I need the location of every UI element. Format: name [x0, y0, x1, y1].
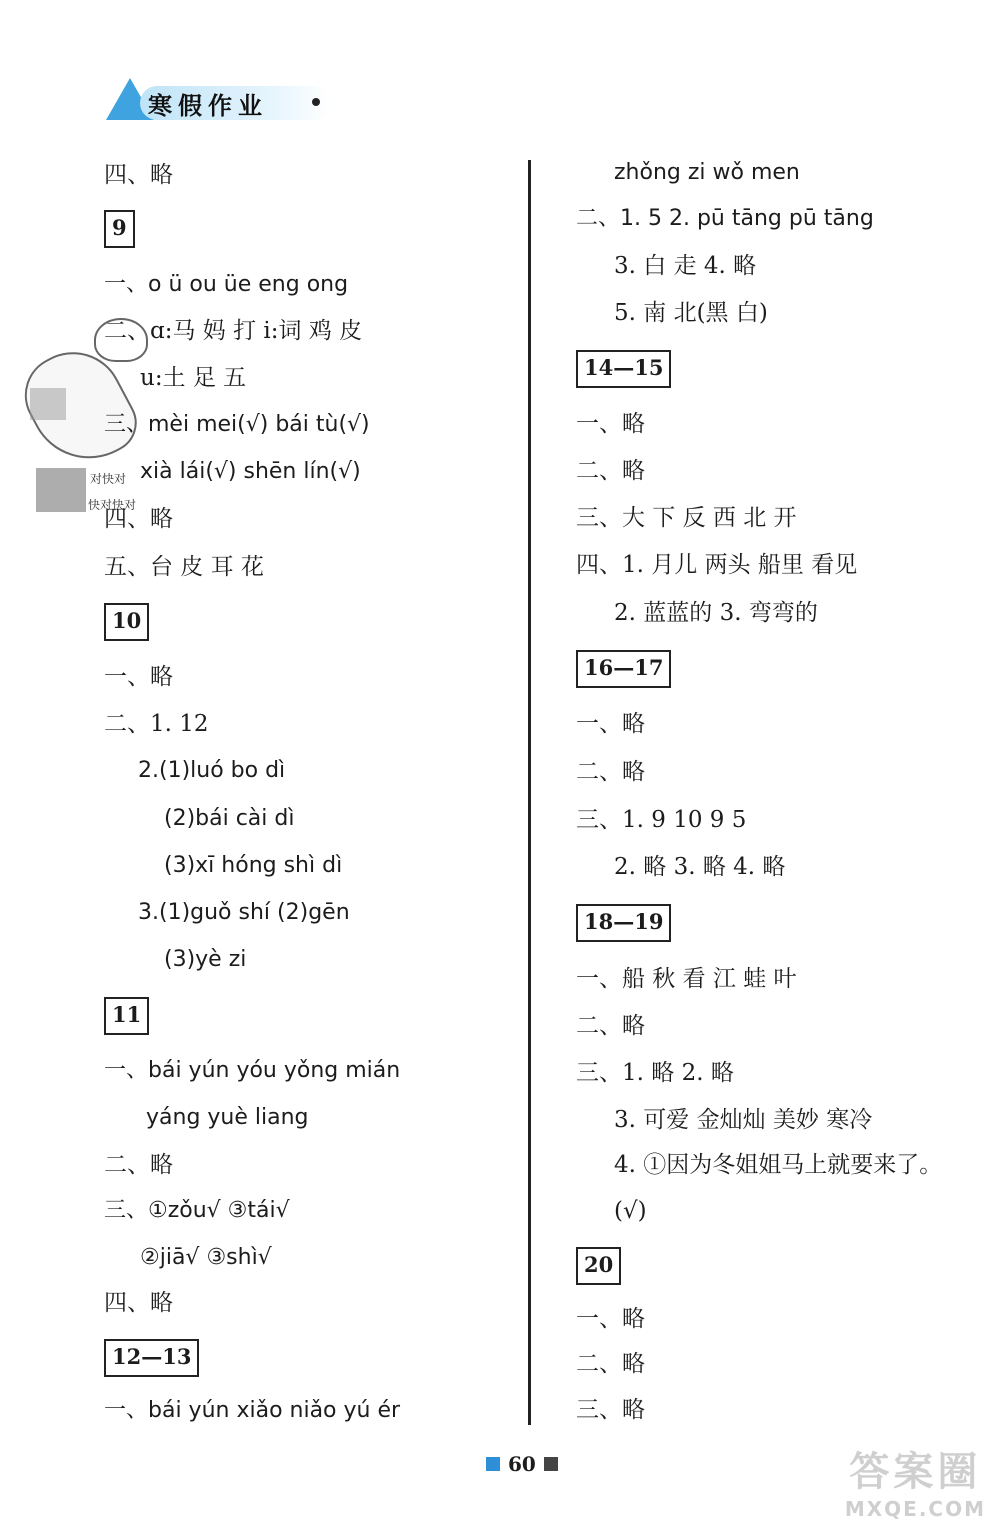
answer-line: 三、1. 9 10 9 5 — [576, 807, 747, 833]
answer-line: 4. ①因为冬姐姐马上就要来了。 — [614, 1152, 943, 1178]
answer-line: (3)xī hóng shì dì — [164, 853, 343, 878]
answer-line: 二、略 — [576, 759, 645, 785]
answer-line: u:土 足 五 — [140, 365, 247, 391]
answer-line: 二、略 — [576, 1351, 645, 1377]
answer-line: 二、略 — [576, 1013, 645, 1039]
answer-line: ②jiā√ ③shì√ — [140, 1245, 272, 1270]
answer-line: 一、bái yún xiǎo niǎo yú ér — [104, 1398, 401, 1423]
sticker-text-1: 对快对 — [90, 472, 127, 486]
blur-patch — [36, 468, 86, 512]
sticker-text-2: 快对快对 — [88, 498, 137, 512]
answer-line: 三、略 — [576, 1397, 645, 1423]
section-box: 20 — [576, 1247, 621, 1285]
answer-line: 四、略 — [104, 162, 173, 188]
column-divider — [528, 160, 531, 1425]
answer-line: 一、船 秋 看 江 蛙 叶 — [576, 966, 797, 992]
watermark — [845, 1440, 986, 1521]
answer-line: 五、台 皮 耳 花 — [104, 554, 264, 580]
answer-line: 二、1. 12 — [104, 711, 209, 737]
answer-line: 2.(1)luó bo dì — [138, 758, 286, 783]
section-box: 11 — [104, 997, 149, 1035]
answer-line: 二、略 — [576, 458, 645, 484]
section-box: 14—15 — [576, 350, 671, 388]
page-number — [486, 1452, 558, 1476]
answer-line: (3)yè zi — [164, 947, 247, 972]
square-icon — [544, 1457, 558, 1471]
answer-line: zhǒng zi wǒ men — [614, 160, 800, 185]
answer-line: (√) — [614, 1198, 647, 1224]
answer-line: 3. 白 走 4. 略 — [614, 253, 757, 279]
answer-line: 三、①zǒu√ ③tái√ — [104, 1198, 290, 1223]
answer-line: 一、略 — [576, 711, 645, 737]
page-header — [100, 72, 340, 132]
page-number-text: 60 — [508, 1452, 536, 1476]
answer-line: 3. 可爱 金灿灿 美妙 寒冷 — [614, 1107, 873, 1133]
dot-icon — [312, 98, 320, 106]
answer-line: 三、大 下 反 西 北 开 — [576, 505, 797, 531]
answer-line: 5. 南 北(黑 白) — [614, 300, 768, 326]
answer-line: 一、略 — [576, 411, 645, 437]
section-box: 12—13 — [104, 1339, 199, 1377]
watermark-big: 答案圈 — [849, 1449, 982, 1495]
answer-line: 一、略 — [104, 664, 173, 690]
answer-line: yáng yuè liang — [146, 1105, 309, 1130]
answer-line: 2. 略 3. 略 4. 略 — [614, 854, 786, 880]
answer-line: 一、o ü ou üe eng ong — [104, 272, 349, 297]
watermark-small: MXQE.COM — [844, 1497, 986, 1521]
square-icon — [486, 1457, 500, 1471]
answer-line: xià lái(√) shēn lín(√) — [140, 459, 361, 484]
section-box: 16—17 — [576, 650, 671, 688]
answer-line: 四、略 — [104, 506, 173, 532]
answer-line: 2. 蓝蓝的 3. 弯弯的 — [614, 600, 818, 626]
answer-line: 一、略 — [576, 1306, 645, 1332]
answer-line: 三、mèi mei(√) bái tù(√) — [104, 412, 370, 437]
answer-line: 二、1. 5 2. pū tāng pū tāng — [576, 206, 874, 231]
header-title: 寒假作业 — [148, 92, 268, 120]
section-box: 9 — [104, 210, 135, 248]
answer-line: 四、1. 月儿 两头 船里 看见 — [576, 552, 858, 578]
answer-line: 三、1. 略 2. 略 — [576, 1060, 734, 1086]
answer-line: 一、bái yún yóu yǒng mián — [104, 1058, 401, 1083]
answer-line: 四、略 — [104, 1290, 173, 1316]
answer-line: 二、ɑ:马 妈 打 i:词 鸡 皮 — [104, 318, 363, 344]
answer-line: 二、略 — [104, 1152, 173, 1178]
blur-patch — [30, 388, 66, 420]
section-box: 10 — [104, 603, 149, 641]
section-box: 18—19 — [576, 904, 671, 942]
answer-line: 3.(1)guǒ shí (2)gēn — [138, 900, 350, 925]
answer-line: (2)bái cài dì — [164, 806, 295, 831]
